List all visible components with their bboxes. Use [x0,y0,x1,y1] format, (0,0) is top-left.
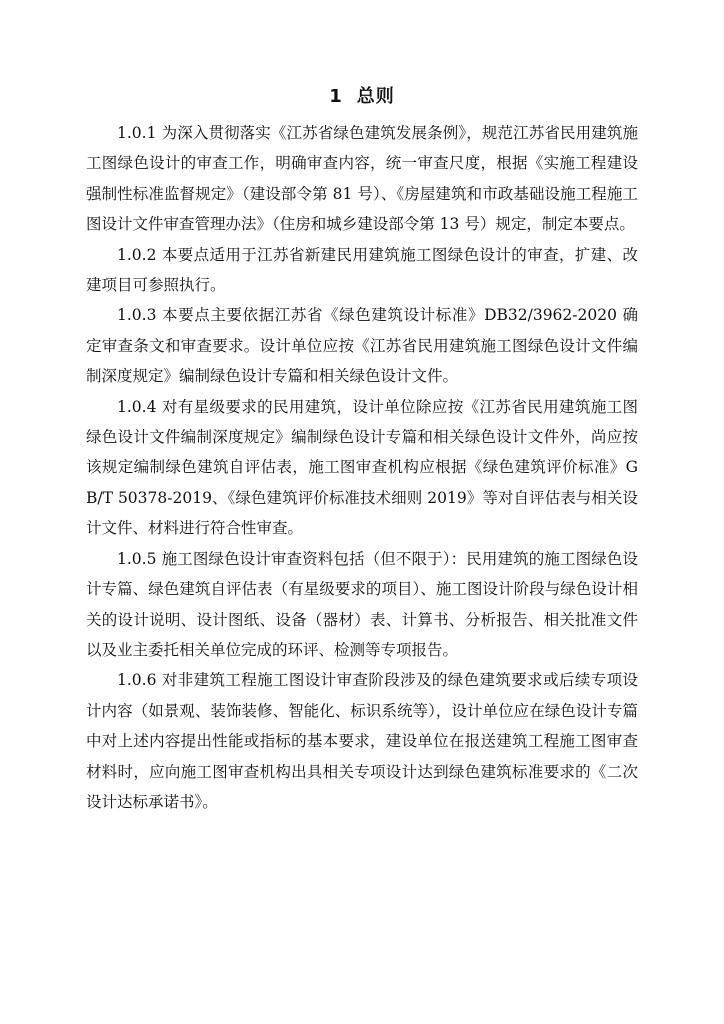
clause-paragraph [86,392,638,544]
clause-paragraph [86,544,638,666]
clause-text: 对有星级要求的民用建筑，设计单位除应按《江苏省民用建筑施工图绿色设计文件编制深度规定》编制绿色设计专篇和相关绿色设计文件外，尚应按该规定编制绿色建筑自评估表，施工图审查机构应根据《绿色建筑评价标准》GB/T 50378-2019、《绿色建筑评价标准技术细则 2019》等对自评估表与相关设计文件、材料进行符合性审查。 [86,397,638,538]
chapter-title-text: 总则 [356,86,395,107]
clause-paragraph [86,240,638,301]
clause-text: 为深入贯彻落实《江苏省绿色建筑发展条例》，规范江苏省民用建筑施工图绿色设计的审查工作，明确审查内容，统一审查尺度，根据《实施工程建设强制性标准监督规定》（建设部令第 81 号）、《房屋建筑和市政基础设施工程施工图设计文件审查管理办法》（住房和城乡建设部令第 13 号）规定，制定本要点。 [86,124,638,234]
chapter-number: 1 [329,86,343,107]
clauses-body [86,118,638,817]
clause-number: 1.0.5 [117,549,157,568]
clause-text: 本要点适用于江苏省新建民用建筑施工图绿色设计的审查，扩建、改建项目可参照执行。 [86,245,638,295]
clause-paragraph [86,665,638,817]
clause-number: 1.0.1 [117,124,157,142]
clause-text: 对非建筑工程施工图设计审查阶段涉及的绿色建筑要求或后续专项设计内容（如景观、装饰装修、智能化、标识系统等），设计单位应在绿色设计专篇中对上述内容提出性能或指标的基本要求，建设单位在报送建筑工程施工图审查材料时，应向施工图审查机构出具相关专项设计达到绿色建筑标准要求的《二次设计达标承诺书》。 [86,671,638,811]
clause-number: 1.0.6 [117,671,157,690]
clause-number: 1.0.4 [117,397,157,416]
clause-text: 施工图绿色设计审查资料包括（但不限于）：民用建筑的施工图绿色设计专篇、绿色建筑自评估表（有星级要求的项目）、施工图设计阶段与绿色设计相关的设计说明、设计图纸、设备（器材）表、计算书、分析报告、相关批准文件以及业主委托相关单位完成的环评、检测等专项报告。 [86,549,638,659]
clause-number: 1.0.3 [117,306,157,325]
chapter-title [0,84,724,110]
clause-paragraph [86,300,638,391]
clause-paragraph [86,118,638,240]
clause-text: 本要点主要依据江苏省《绿色建筑设计标准》DB32/3962-2020 确定审查条文和审查要求。设计单位应按《江苏省民用建筑施工图绿色设计文件编制深度规定》编制绿色设计专篇和相关绿色设计文件。 [86,306,638,386]
clause-number: 1.0.2 [117,245,157,264]
